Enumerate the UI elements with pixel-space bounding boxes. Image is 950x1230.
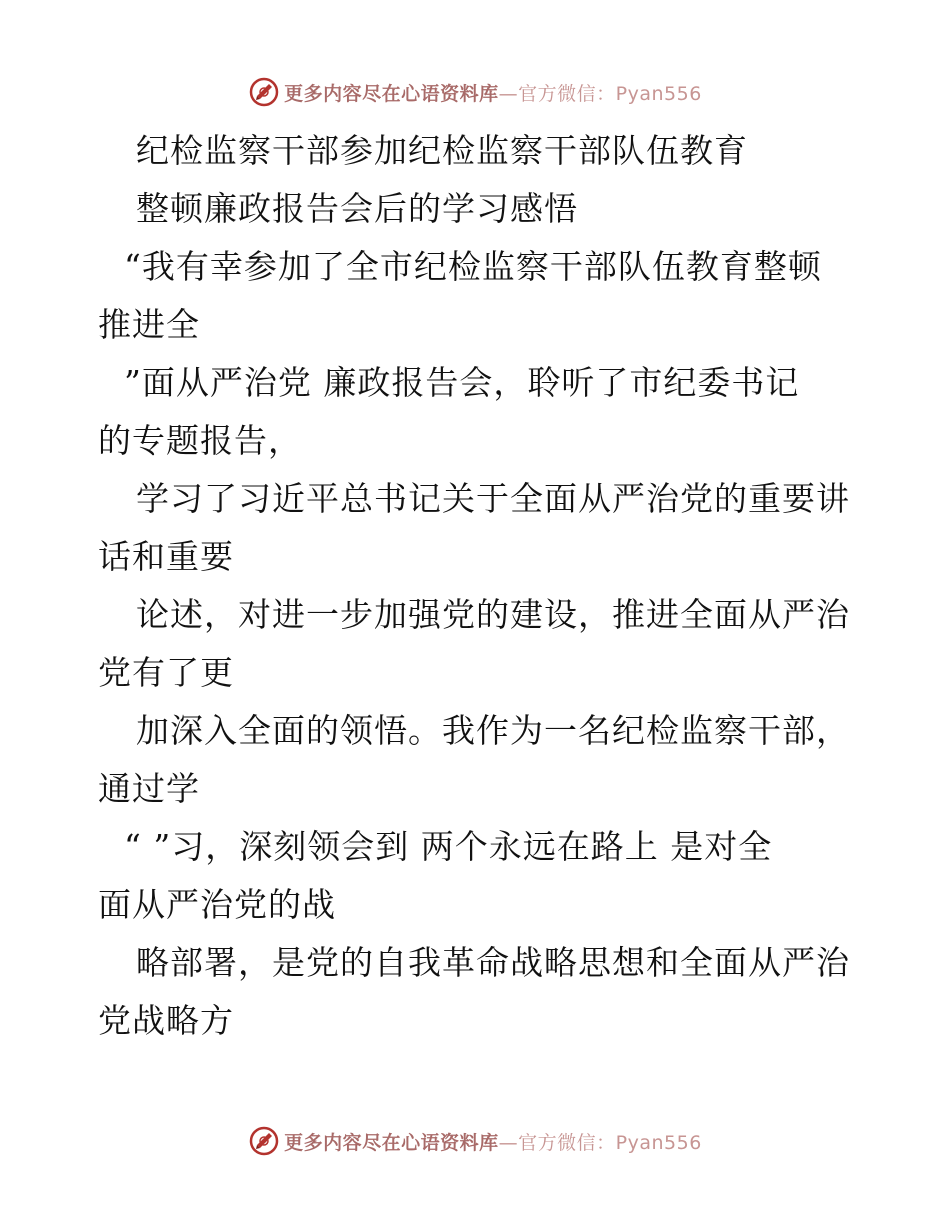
body-text-line: 推进全 <box>98 305 200 344</box>
banner-text <box>284 1128 702 1155</box>
body-text-line: 通过学 <box>98 769 200 808</box>
body-text-line: “ ”习，深刻领会到 两个永远在路上 是对全 <box>124 827 773 866</box>
banner-main-text: 更多内容尽在心语资料库 <box>284 82 499 105</box>
body-text-line: 论述，对进一步加强党的建设，推进全面从严治 <box>136 595 850 634</box>
body-text-line: “我有幸参加了全市纪检监察干部队伍教育整顿 <box>124 247 822 286</box>
banner-text <box>284 79 702 106</box>
body-text-line: 党有了更 <box>98 653 234 692</box>
body-text-line: 学习了习近平总书记关于全面从严治党的重要讲 <box>136 479 850 518</box>
body-text-line: 面从严治党的战 <box>98 885 336 924</box>
seal-logo-icon <box>248 76 280 108</box>
body-text-line: ”面从严治党 廉政报告会，聆听了市纪委书记 <box>124 363 800 402</box>
seal-logo-icon <box>248 1125 280 1157</box>
body-text-line: 话和重要 <box>98 537 234 576</box>
banner-main-text: 更多内容尽在心语资料库 <box>284 1131 499 1154</box>
banner-sub-text: —官方微信：Pyan556 <box>498 1131 702 1154</box>
body-text-line: 党战略方 <box>98 1001 234 1040</box>
body-text-line: 纪检监察干部参加纪检监察干部队伍教育 <box>136 131 748 170</box>
body-text-line: 整顿廉政报告会后的学习感悟 <box>136 189 578 228</box>
footer-banner <box>0 1121 950 1161</box>
banner-sub-text: —官方微信：Pyan556 <box>498 82 702 105</box>
body-text-line: 略部署，是党的自我革命战略思想和全面从严治 <box>136 943 850 982</box>
body-text-line: 的专题报告， <box>98 421 302 460</box>
header-banner <box>0 72 950 112</box>
body-text-line: 加深入全面的领悟。我作为一名纪检监察干部， <box>136 711 850 750</box>
document-body <box>98 122 854 1050</box>
